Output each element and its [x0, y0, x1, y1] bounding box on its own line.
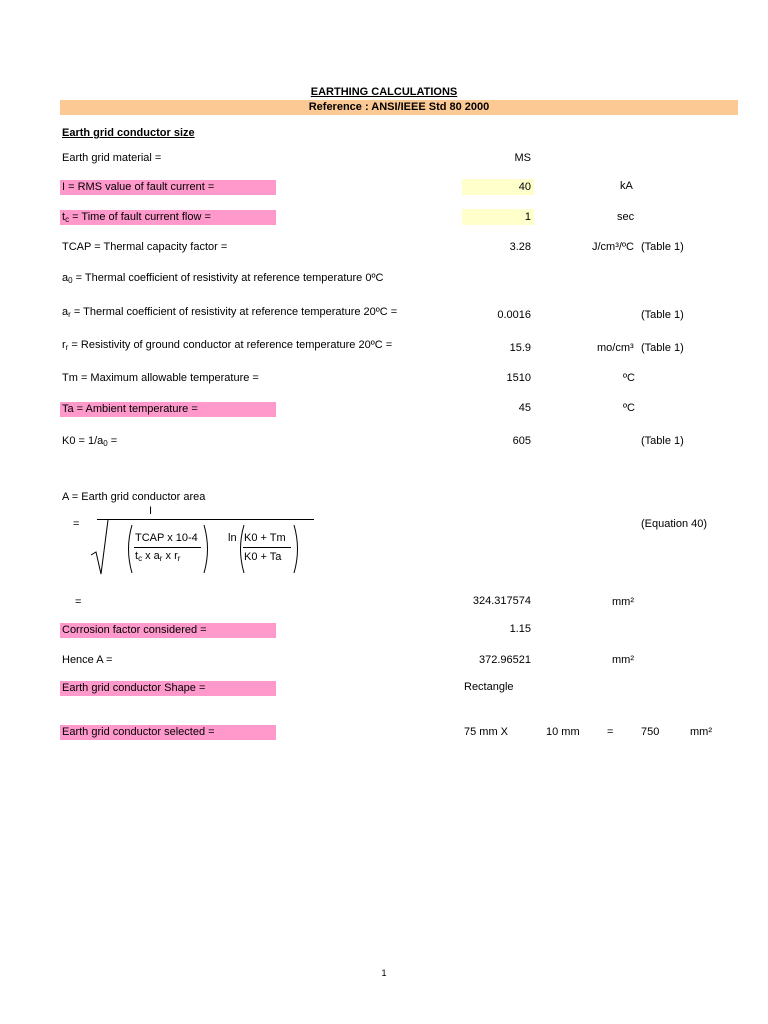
tcap-value: 3.28: [509, 241, 531, 253]
area-result-equals: =: [75, 596, 82, 608]
hence-value: 372.96521: [479, 654, 531, 666]
shape-value: Rectangle: [464, 681, 514, 693]
fault-time-input[interactable]: 1: [462, 209, 534, 225]
formula-equals: =: [73, 518, 80, 530]
selected-label: Earth grid conductor selected =: [60, 725, 276, 740]
formula-k0-ta: K0 + Ta: [244, 551, 282, 563]
sqrt-icon: [90, 519, 110, 575]
formula-denominator: $t_c$ x $a_r$ x $r_r$: [135, 550, 181, 563]
k0-value: 605: [512, 435, 531, 447]
formula-ln-fraction-line: [243, 547, 291, 548]
document-title: EARTHING CALCULATIONS: [310, 86, 458, 98]
formula-k0-tm: K0 + Tm: [244, 532, 286, 544]
tcap-label: TCAP = Thermal capacity factor =: [62, 241, 228, 253]
k0-note: (Table 1): [641, 435, 684, 447]
rr-note: (Table 1): [641, 342, 684, 354]
reference-banner: Reference : ANSI/IEEE Std 80 2000: [60, 100, 738, 115]
formula-numerator: I: [149, 505, 153, 517]
selected-equals: =: [607, 726, 614, 738]
ta-label: Ta = Ambient temperature =: [60, 402, 276, 417]
fault-time-label: $t_c$ = Time of fault current flow =: [60, 210, 276, 225]
tm-label: Tm = Maximum allowable temperature =: [62, 372, 259, 384]
fault-current-unit: kA: [620, 180, 633, 192]
corrosion-value: 1.15: [509, 623, 531, 635]
ar-value: 0.0016: [497, 309, 531, 321]
area-result-value: 324.317574: [472, 595, 531, 607]
a0-label: $a_0$ = Thermal coefficient of resistivity at reference temperature 0ºC: [62, 272, 384, 285]
right-paren-icon: [202, 524, 212, 574]
page-number: 1: [381, 968, 387, 978]
fault-time-unit: sec: [617, 211, 635, 223]
left-paren-icon: [124, 524, 134, 574]
hence-label: Hence A =: [62, 654, 113, 666]
shape-label: Earth grid conductor Shape =: [60, 681, 276, 696]
hence-unit: mm²: [612, 654, 634, 666]
fault-current-label: I = RMS value of fault current =: [60, 180, 276, 195]
ar-note: (Table 1): [641, 309, 684, 321]
formula-inner-fraction-line: [134, 547, 201, 548]
ar-label: $a_r$ = Thermal coefficient of resistivity at reference temperature 20ºC =: [62, 306, 398, 319]
tcap-note: (Table 1): [641, 241, 684, 253]
formula-main-fraction-line: [97, 519, 314, 520]
corrosion-label: Corrosion factor considered =: [60, 623, 276, 638]
tm-unit: ºC: [623, 372, 635, 384]
k0-label: $K0 = 1/a_0$ =: [62, 435, 118, 448]
fault-current-input[interactable]: 40: [462, 179, 534, 195]
material-label: Earth grid material =: [62, 152, 162, 164]
tm-value: 1510: [506, 372, 531, 384]
area-result-unit: mm²: [612, 596, 634, 608]
ta-unit: ºC: [623, 402, 635, 414]
section-title: Earth grid conductor size: [62, 127, 195, 139]
selected-thickness: 10 mm: [546, 726, 580, 738]
formula-tcap: TCAP x 10-4: [135, 532, 198, 544]
selected-unit: mm²: [690, 726, 712, 738]
formula-note: (Equation 40): [641, 518, 708, 530]
area-label: A = Earth grid conductor area: [62, 491, 206, 503]
formula-ln: ln: [228, 532, 237, 544]
selected-value: 750: [641, 726, 660, 738]
rr-label: $r_r$ = Resistivity of ground conductor at reference temperature 20ºC =: [62, 339, 393, 352]
material-value: MS: [514, 152, 531, 164]
rr-unit: mo/cm³: [597, 342, 634, 354]
rr-value: 15.9: [509, 342, 531, 354]
selected-width: 75 mm X: [464, 726, 509, 738]
tcap-unit: J/cm³/ºC: [592, 241, 634, 253]
right-paren-icon: [292, 524, 302, 574]
ta-value: 45: [518, 402, 531, 414]
